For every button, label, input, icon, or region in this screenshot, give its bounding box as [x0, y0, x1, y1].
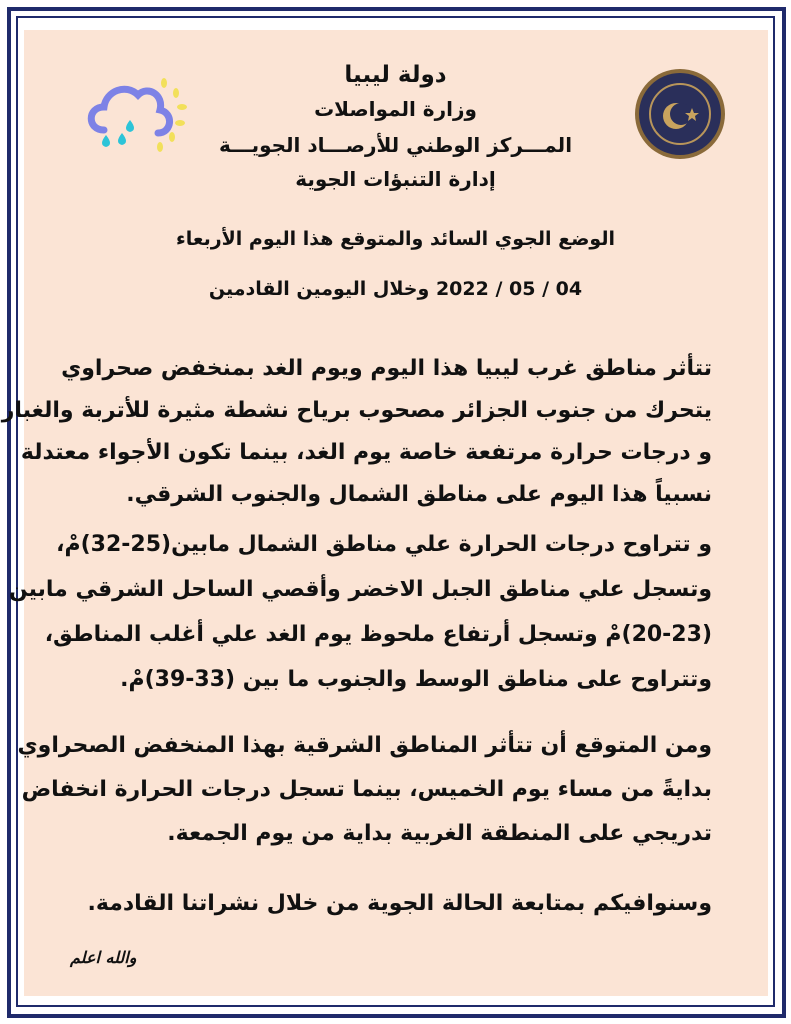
paragraph-line: تدريجي على المنطقة الغربية بداية من يوم الجمعة.: [167, 821, 712, 846]
header-center: المـــركز الوطني للأرصـــاد الجويـــة: [218, 133, 573, 157]
paragraph-line: ومن المتوقع أن تتأثر المناطق الشرقية بهذا المنخفض الصحراوي: [17, 733, 712, 758]
paragraph-line: وتتراوح على مناطق الوسط والجنوب ما بين (33-39)مْ.: [120, 667, 712, 692]
bulletin-date: 04 / 05 / 2022 وخلال اليومين القادمين: [208, 278, 583, 300]
paragraph-line: نسبياً هذا اليوم على مناطق الشمال والجنوب الشرقي.: [126, 482, 712, 507]
header-ministry: وزارة المواصلات: [314, 97, 477, 121]
paragraph-line: تتأثر مناطق غرب ليبيا هذا اليوم ويوم الغد بمنخفض صحراوي: [61, 356, 712, 381]
paragraph-line: وسنوافيكم بمتابعة الحالة الجوية من خلال نشراتنا القادمة.: [87, 891, 712, 916]
header-department: إدارة التنبؤات الجوية: [295, 167, 496, 191]
paragraph-line: يتحرك من جنوب الجزائر مصحوب برياح نشطة مثيرة للأتربة والغبار: [1, 398, 712, 423]
paragraph-line: و تتراوح درجات الحرارة علي مناطق الشمال مابين(25-32)مْ،: [56, 532, 712, 557]
closing-signature: والله اعلم: [70, 948, 137, 967]
bulletin-title: الوضع الجوي السائد والمتوقع هذا اليوم الأربعاء: [176, 228, 615, 250]
paragraph-line: وتسجل علي مناطق الجبل الاخضر وأقصي الساحل الشرقي مابين: [8, 577, 712, 602]
paragraph-line: (20-23)مْ وتسجل أرتفاع ملحوظ يوم الغد علي أغلب المناطق،: [44, 622, 712, 647]
header-state: دولة ليبيا: [344, 62, 447, 88]
paragraph-line: بدايةً من مساء يوم الخميس، بينما تسجل درجات الحرارة انخفاض: [21, 777, 712, 802]
paragraph-line: و درجات حرارة مرتفعة خاصة يوم الغد، بينما تكون الأجواء معتدلة: [20, 440, 712, 465]
